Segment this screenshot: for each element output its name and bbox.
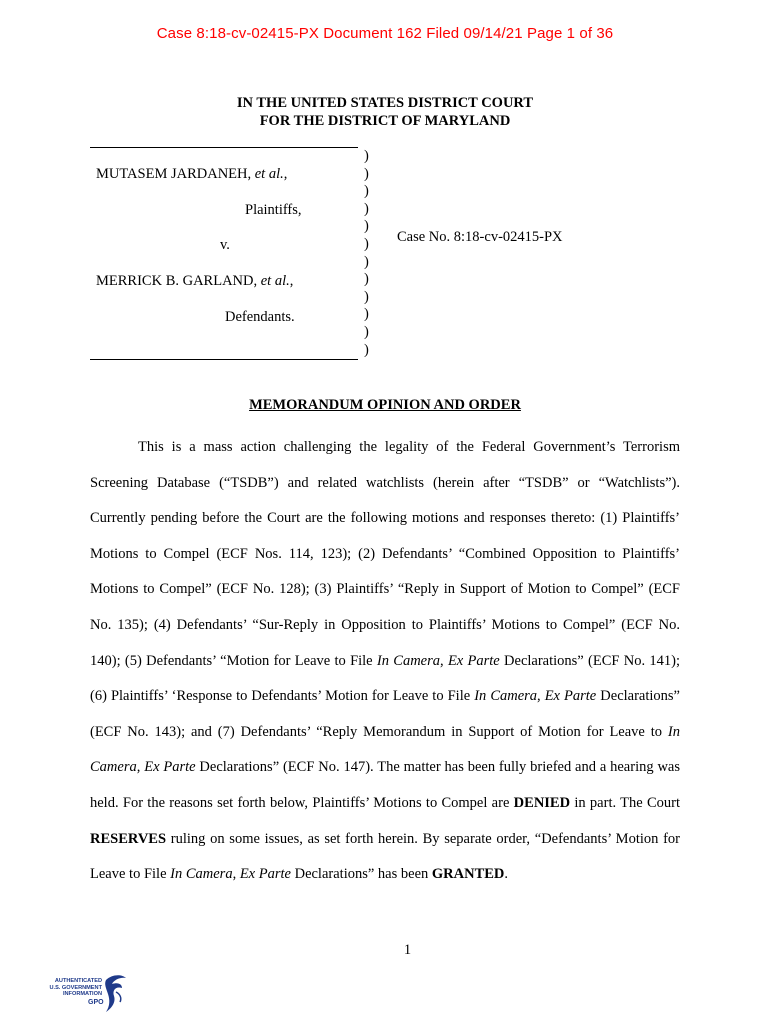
caption-paren: ): [364, 323, 369, 340]
court-title-line2: FOR THE DISTRICT OF MARYLAND: [259, 113, 511, 129]
court-title: [0, 94, 770, 130]
caption-paren: ): [364, 218, 369, 235]
caption-paren: ): [364, 341, 369, 358]
caption-paren: ): [364, 306, 369, 323]
caption-paren: ): [364, 253, 369, 270]
caption-paren: ): [364, 200, 369, 217]
gpo-logo-text: AUTHENTICATED U.S. GOVERNMENT INFORMATION: [49, 978, 102, 998]
gpo-authentication-logo: [40, 972, 140, 1016]
case-header-stamp: Case 8:18-cv-02415-PX Document 162 Filed 09/14/21 Page 1 of 36: [156, 25, 614, 42]
caption-top-rule: [90, 147, 358, 148]
caption-paren: ): [364, 148, 369, 164]
plaintiff-role: Plaintiffs,: [245, 202, 302, 218]
plaintiff-name: MUTASEM JARDANEH, et al.,: [96, 166, 288, 182]
caption-bottom-rule: [90, 359, 358, 360]
caption-paren: ): [364, 235, 369, 252]
defendant-name: MERRICK B. GARLAND, et al.,: [96, 273, 294, 289]
gpo-word: GPO: [88, 999, 104, 1006]
opinion-paragraph: This is a mass action challenging the legality of the Federal Government’s Terrorism Screening Database (“TSDB”) and related watchlists (herein after “TSDB” or “Watchlists”). Currently pending before the Court are the following motions and responses thereto: (1) Plaintiffs’ Motions to Compel (ECF Nos. 114, 123); (2) Defendants’ “Combined Opposition to Plaintiffs’ Motions to Compel” (ECF No. 128); (3) Plaintiffs’ “Reply in Support of Motion to Compel” (ECF No. 135); (4) Defendants’ “Sur-Reply in Opposition to Plaintiffs’ Motions to Compel” (ECF No. 140); (5) Defendants’ “Motion for Leave to File In Camera, Ex Parte Declarations” (ECF No. 141); (6) Plaintiffs’ ‘Response to Defendants’ Motion for Leave to File In Camera, Ex Parte Declarations” (ECF No. 143); and (7) Defendants’ “Reply Memorandum in Support of Motion for Leave to In Camera, Ex Parte Declarations” (ECF No. 147). The matter has been fully briefed and a hearing was held. For the reasons set forth below, Plaintiffs’ Motions to Compel are DENIED in part. The Court RESERVES ruling on some issues, as set forth herein. By separate order, “Defendants’ Motion for Leave to File In Camera, Ex Parte Declarations” has been GRANTED.: [90, 439, 680, 883]
caption-parentheses: [364, 148, 369, 359]
court-title-line1: IN THE UNITED STATES DISTRICT COURT: [236, 95, 534, 111]
page-number: 1: [403, 942, 412, 958]
caption-paren: ): [364, 271, 369, 288]
defendant-role: Defendants.: [225, 309, 295, 325]
memorandum-title: MEMORANDUM OPINION AND ORDER: [249, 397, 521, 413]
versus-label: v.: [220, 237, 230, 253]
case-number: Case No. 8:18-cv-02415-PX: [397, 229, 563, 245]
opinion-body: [90, 430, 680, 893]
eagle-icon: [102, 972, 128, 1016]
caption-paren: ): [364, 288, 369, 305]
caption-paren: ): [364, 165, 369, 182]
caption-paren: ): [364, 183, 369, 200]
